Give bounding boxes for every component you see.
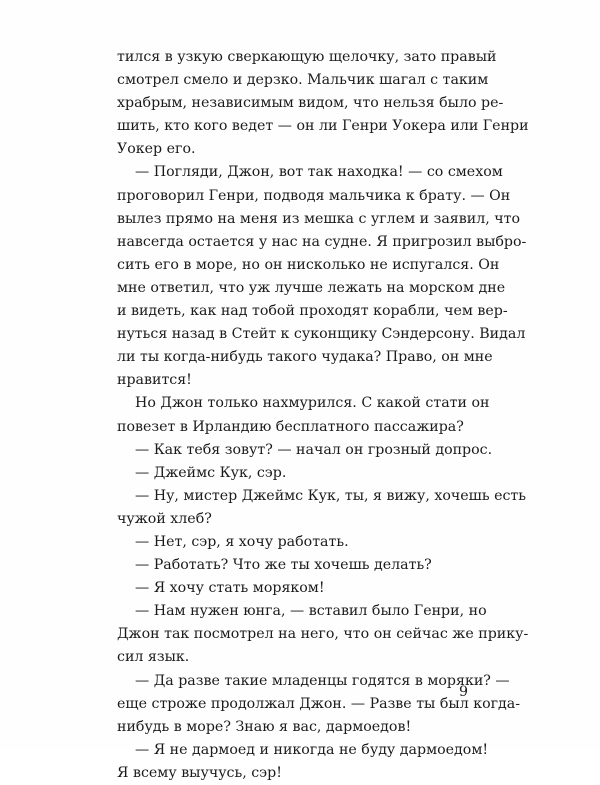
- text-line: — Нет, сэр, я хочу работать.: [135, 533, 349, 550]
- text-line: — Нам нужен юнга, — вставил было Генри, но: [135, 603, 487, 620]
- text-line: Джон так посмотрел на него, что он сейчас же прику-: [117, 626, 529, 643]
- page-number: 9: [458, 684, 468, 700]
- text-line: — Погляди, Джон, вот так находка! — со смехом: [135, 164, 503, 181]
- text-line: — Ну, мистер Джеймс Кук, ты, я вижу, хочешь есть: [135, 487, 526, 504]
- text-line: храбрым, независимым видом, что нельзя было ре-: [117, 95, 504, 112]
- text-line: мне ответил, что уж лучше лежать на морском дне: [117, 279, 506, 296]
- text-line: — Я хочу стать моряком!: [135, 580, 325, 597]
- text-line: нуться назад в Стейт к суконщику Сэндерсону. Видал: [117, 326, 526, 343]
- text-line: смотрел смело и дерзко. Мальчик шагал с таким: [117, 72, 489, 89]
- text-line: Уокер его.: [117, 141, 196, 158]
- text-line: тился в узкую сверкающую щелочку, зато правый: [117, 49, 497, 65]
- text-line: — Да разве такие младенцы годятся в моряки? —: [135, 672, 510, 689]
- text-line: нравится!: [117, 372, 192, 389]
- text-line: — Как тебя зовут? — начал он грозный допрос.: [135, 441, 493, 458]
- text-line: Я всему выучусь, сэр!: [117, 764, 282, 781]
- text-line: шить, кто кого ведет — он ли Генри Уокера или Генри: [117, 118, 529, 135]
- text-line: проговорил Генри, подводя мальчика к брату. — Он: [117, 187, 511, 204]
- text-line: и видеть, как над тобой проходят корабли, чем вер-: [117, 303, 508, 320]
- text-line: — Я не дармоед и никогда не буду дармоедом!: [135, 741, 489, 758]
- text-line: — Работать? Что же ты хочешь делать?: [135, 557, 432, 574]
- text-line: сить его в море, но он нисколько не испугался. Он: [117, 256, 500, 273]
- text-line: Но Джон только нахмурился. С какой стати он: [135, 395, 490, 412]
- text-line: еще строже продолжал Джон. — Разве ты был когда-: [117, 695, 521, 712]
- text-line: чужой хлеб?: [117, 510, 212, 527]
- text-line: ли ты когда-нибудь такого чудака? Право, он мне: [117, 349, 493, 366]
- text-line: сил язык.: [117, 649, 190, 666]
- text-line: повезет в Ирландию бесплатного пассажира?: [117, 418, 464, 435]
- page-text: [117, 46, 529, 785]
- text-line: навсегда остается у нас на судне. Я пригрозил выбро-: [117, 233, 527, 250]
- text-line: — Джеймс Кук, сэр.: [135, 464, 287, 481]
- text-line: нибудь в море? Знаю я вас, дармоедов!: [117, 718, 412, 735]
- text-line: вылез прямо на меня из мешка с углем и заявил, что: [117, 210, 520, 227]
